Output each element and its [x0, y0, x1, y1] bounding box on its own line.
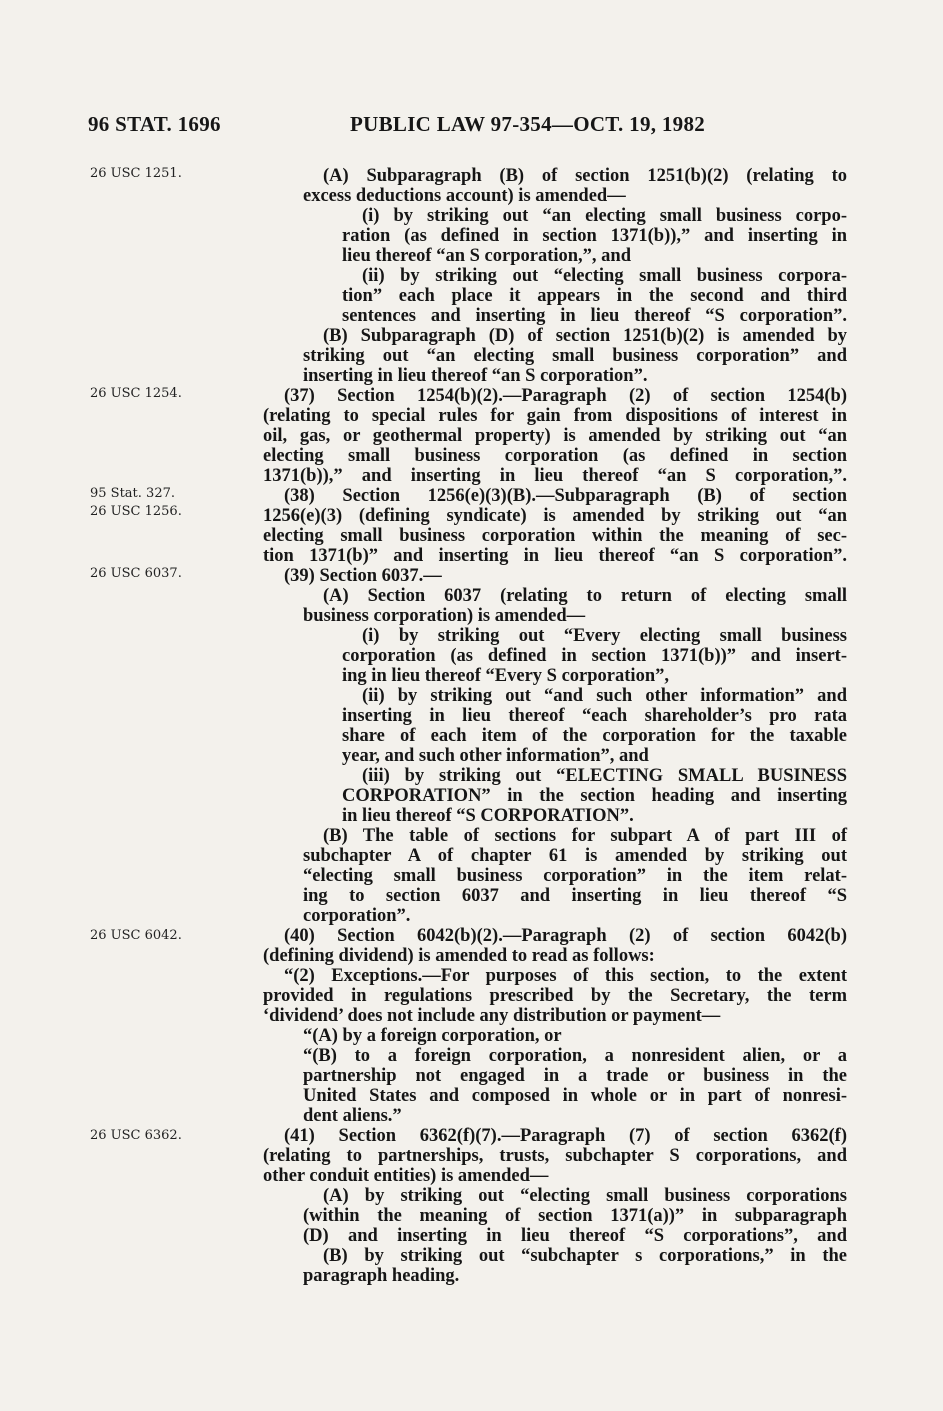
text-line: business corporation) is amended—	[303, 606, 586, 626]
text-line: (D) and inserting in lieu thereof “S corporations”, and	[303, 1226, 847, 1246]
text-line: year, and such other information”, and	[342, 746, 649, 766]
text-line: “(B) to a foreign corporation, a nonresident alien, or a	[303, 1046, 847, 1066]
text-line: ing to section 6037 and inserting in lieu thereof “S	[303, 886, 847, 906]
text-line: (A) Subparagraph (B) of section 1251(b)(2) (relating to	[323, 166, 847, 186]
margin-citation: 26 USC 1251.	[90, 166, 182, 181]
text-line: ing in lieu thereof “Every S corporation”,	[342, 666, 669, 686]
text-line: (relating to special rules for gain from dispositions of interest in	[263, 406, 847, 426]
text-line: 1256(e)(3) (defining syndicate) is amended by striking out “an	[263, 506, 847, 526]
text-line: electing small business corporation within the meaning of sec-	[263, 526, 847, 546]
margin-citation: 26 USC 6042.	[90, 928, 182, 943]
text-line: (A) Section 6037 (relating to return of electing small	[323, 586, 847, 606]
text-line: in lieu thereof “S CORPORATION”.	[342, 806, 634, 826]
text-line: “electing small business corporation” in the item relat-	[303, 866, 847, 886]
text-line: (i) by striking out “an electing small business corpo-	[362, 206, 847, 226]
text-line: (A) by striking out “electing small business corporations	[323, 1186, 847, 1206]
text-line: share of each item of the corporation for the taxable	[342, 726, 847, 746]
text-line: inserting in lieu thereof “each shareholder’s pro rata	[342, 706, 847, 726]
text-line: (B) by striking out “subchapter s corporations,” in the	[323, 1246, 847, 1266]
text-line: provided in regulations prescribed by the Secretary, the term	[263, 986, 847, 1006]
text-line: (ii) by striking out “electing small business corpora-	[362, 266, 847, 286]
text-line: (iii) by striking out “ELECTING SMALL BUSINESS	[362, 766, 847, 786]
page-header-stat: 96 STAT. 1696	[88, 112, 221, 136]
text-line: subchapter A of chapter 61 is amended by striking out	[303, 846, 847, 866]
text-line: paragraph heading.	[303, 1266, 460, 1286]
text-line: excess deductions account) is amended—	[303, 186, 626, 206]
margin-citation: 95 Stat. 327.	[90, 486, 175, 501]
margin-citation: 26 USC 6037.	[90, 566, 182, 581]
text-line: ration (as defined in section 1371(b)),” and inserting in	[342, 226, 847, 246]
text-line: (ii) by striking out “and such other information” and	[362, 686, 847, 706]
text-line: striking out “an electing small business corporation” and	[303, 346, 847, 366]
text-line: tion” each place it appears in the second and third	[342, 286, 847, 306]
page-header-title: PUBLIC LAW 97-354—OCT. 19, 1982	[350, 112, 706, 136]
text-line: (defining dividend) is amended to read as follows:	[263, 946, 655, 966]
text-line: (38) Section 1256(e)(3)(B).—Subparagraph (B) of section	[284, 486, 847, 506]
text-line: (37) Section 1254(b)(2).—Paragraph (2) of section 1254(b)	[284, 386, 847, 406]
text-line: corporation (as defined in section 1371(b))” and insert-	[342, 646, 847, 666]
text-line: CORPORATION” in the section heading and inserting	[342, 786, 847, 806]
text-line: electing small business corporation (as defined in section	[263, 446, 847, 466]
margin-citation: 26 USC 1254.	[90, 386, 182, 401]
text-line: (41) Section 6362(f)(7).—Paragraph (7) of section 6362(f)	[284, 1126, 847, 1146]
margin-citation: 26 USC 6362.	[90, 1128, 182, 1143]
text-line: (within the meaning of section 1371(a))” in subparagraph	[303, 1206, 847, 1226]
text-line: other conduit entities) is amended—	[263, 1166, 549, 1186]
text-line: tion 1371(b)” and inserting in lieu thereof “an S corporation”.	[263, 546, 847, 566]
text-line: (B) The table of sections for subpart A of part III of	[323, 826, 847, 846]
text-line: (B) Subparagraph (D) of section 1251(b)(2) is amended by	[323, 326, 847, 346]
text-line: oil, gas, or geothermal property) is amended by striking out “an	[263, 426, 847, 446]
text-line: lieu thereof “an S corporation,”, and	[342, 246, 631, 266]
text-line: United States and composed in whole or in part of nonresi-	[303, 1086, 847, 1106]
text-line: sentences and inserting in lieu thereof “S corporation”.	[342, 306, 847, 326]
text-line: 1371(b)),” and inserting in lieu thereof “an S corporation,”.	[263, 466, 847, 486]
text-line: (40) Section 6042(b)(2).—Paragraph (2) of section 6042(b)	[284, 926, 847, 946]
text-line: corporation”.	[303, 906, 411, 926]
text-line: “(2) Exceptions.—For purposes of this section, to the extent	[284, 966, 847, 986]
text-line: (39) Section 6037.—	[284, 566, 442, 586]
text-line: ‘dividend’ does not include any distribution or payment—	[263, 1006, 721, 1026]
margin-citation: 26 USC 1256.	[90, 504, 182, 519]
text-line: partnership not engaged in a trade or business in the	[303, 1066, 847, 1086]
text-line: dent aliens.”	[303, 1106, 402, 1126]
text-line: (i) by striking out “Every electing small business	[362, 626, 847, 646]
text-line: (relating to partnerships, trusts, subchapter S corporations, and	[263, 1146, 847, 1166]
text-line: inserting in lieu thereof “an S corporation”.	[303, 366, 648, 386]
text-line: “(A) by a foreign corporation, or	[303, 1026, 562, 1046]
